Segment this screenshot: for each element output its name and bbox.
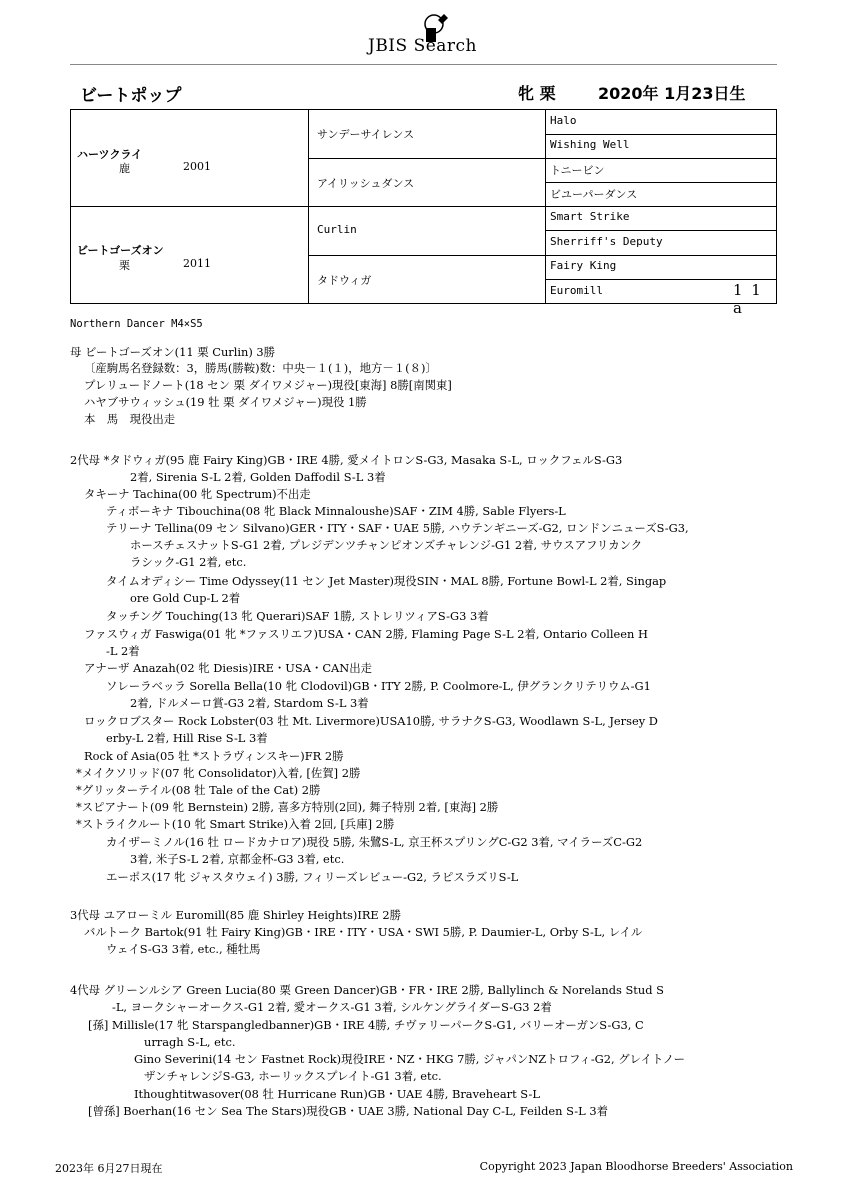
sibling-1: プレリュードノート(18 セン 栗 ダイワメジャー)現役[東海] 8勝[南関東] [84,378,452,392]
gino-severini-line-2: ザンチャレンジS-G3, ホーリックスプレイト-G1 3着, etc. [144,1069,442,1083]
gen3-3: トニービン [550,164,605,177]
kaiser-minoru-line: カイザーミノル(16 牡 ロードカナロア)現役 5勝, 朱鷺S-L, 京王杯スプリングC-G2 3着, マイラーズC-G2 [106,835,643,849]
gen3-8: Euromill [550,284,603,297]
glitter-tail-line: *グリッターテイル(08 牡 Tale of the Cat) 2勝 [76,783,321,797]
dam-line: 母 ビートゴーズオン(11 栗 Curlin) 3勝 [70,345,276,359]
sire-year: 2001 [183,160,211,173]
gen3-7: Fairy King [550,259,617,272]
self-line: 本 馬 現役出走 [84,412,176,426]
sire-dam: アイリッシュダンス [317,177,415,190]
sibling-2: ハヤブサウィッシュ(19 牡 栗 ダイワメジャー)現役 1勝 [84,395,367,409]
footer-date: 2023年 6月27日現在 [55,1162,163,1175]
gen3-5: Smart Strike [550,210,630,223]
tachina-line: タキーナ Tachina(00 牝 Spectrum)不出走 [84,487,311,501]
third-dam-line: 3代母 ユアローミル Euromill(85 鹿 Shirley Heights)IRE 2勝 [70,908,401,922]
make-solid-line: *メイクソリッド(07 牝 Consolidator)入着, [佐賀] 2勝 [76,766,361,780]
family-number: 1 1 a [733,281,763,317]
horse-name: ビートポップ [80,86,182,106]
second-dam-line: 2代母 *タドウィガ(95 鹿 Fairy King)GB・IRE 4勝, 愛メイトロンS-G3, Masaka S-L, ロックフェルS-G3 [70,453,623,467]
dam-sire: Curlin [317,223,357,236]
horse-sex-color: 牝 栗 [518,84,556,103]
tellina-line-3: ラシック-G1 2着, etc. [130,555,247,569]
gen3-2: Wishing Well [550,138,630,151]
millisle-line: [孫] Millisle(17 牝 Starspangledbanner)GB・IRE 4勝, チヴァリーパークS-G1, バリーオーガンS-G3, C [88,1018,644,1032]
dam-year: 2011 [183,257,211,270]
gen3-6: Sherriff's Deputy [550,235,663,248]
rock-lobster-line: ロックロブスター Rock Lobster(03 牡 Mt. Livermore)USA10勝, サラナクS-G3, Woodlawn S-L, Jersey D [84,714,658,728]
dam-dam: タドウィガ [317,274,372,287]
gen3-1: Halo [550,114,577,127]
dam-name: ビートゴーズオン [77,244,164,257]
rock-lobster-line-2: erby-L 2着, Hill Rise S-L 3着 [106,731,268,745]
sire-sire: サンデーサイレンス [317,128,415,141]
faswiga-line: ファスウィガ Faswiga(01 牝 *ファスリエフ)USA・CAN 2勝, Flaming Page S-L 2着, Ontario Colleen H [84,627,648,641]
gino-severini-line: Gino Severini(14 セン Fastnet Rock)現役IRE・NZ・HKG 7勝, ジャパンNZトロフィ-G2, グレイトノー [134,1052,686,1066]
strike-route-line: *ストライクルート(10 牝 Smart Strike)入着 2回, [兵庫] 2勝 [76,817,395,831]
tellina-line-2: ホースチェスナットS-G1 2着, プレジデンツチャンピオンズチャレンジ-G1 2着, サウスアフリカンク [130,538,643,552]
fourth-dam-line: 4代母 グリーンルシア Green Lucia(80 栗 Green Dancer)GB・FR・IRE 2勝, Ballylinch & Norelands Stud S [70,983,664,997]
time-odyssey-line-2: ore Gold Cup-L 2着 [130,591,241,605]
kaiser-minoru-line-2: 3着, 米子S-L 2着, 京都金杯-G3 3着, etc. [130,852,345,866]
sire-color: 鹿 [119,162,130,175]
ithoughtitwasover-line: Ithoughtitwasover(08 牡 Hurricane Run)GB・UAE 4勝, Braveheart S-L [134,1087,540,1101]
tibouchina-line: ティボーキナ Tibouchina(08 牝 Black Minnaloushe)SAF・ZIM 4勝, Sable Flyers-L [106,504,566,518]
footer-copyright: Copyright 2023 Japan Bloodhorse Breeders' Association [479,1160,793,1173]
tellina-line: テリーナ Tellina(09 セン Silvano)GER・ITY・SAF・UAE 5勝, ハウテンギニーズ-G2, ロンドンニューズS-G3, [106,521,689,535]
sorella-bella-line: ソレーラベッラ Sorella Bella(10 牝 Clodovil)GB・ITY 2勝, P. Coolmore-L, 伊グランクリテリウム-G1 [106,679,651,693]
second-dam-line-2: 2着, Sirenia S-L 2着, Golden Daffodil S-L 3着 [130,470,386,484]
time-odyssey-line: タイムオディシー Time Odyssey(11 セン Jet Master)現役SIN・MAL 8勝, Fortune Bowl-L 2着, Singap [106,574,667,588]
fourth-dam-line-2: -L, ヨークシャーオークス-G1 2着, 愛オークス-G1 3着, シルケングライダーS-G3 2着 [112,1000,552,1014]
logo-text: JBIS Search [368,36,478,56]
rock-of-asia-line: Rock of Asia(05 牡 *ストラヴィンスキー)FR 2勝 [84,749,344,763]
sire-name: ハーツクライ [77,148,143,161]
bartok-line: バルトーク Bartok(91 牡 Fairy King)GB・IRE・ITY・USA・SWI 5勝, P. Daumier-L, Orby S-L, レイル [84,925,643,939]
horse-birth-date: 2020年 1月23日生 [598,84,746,103]
faswiga-line-2: -L 2着 [106,644,140,658]
pedigree-table [70,109,777,317]
spianato-line: *スピアナート(09 牝 Bernstein) 2勝, 喜多方特別(2回), 舞子特別 2着, [東海] 2勝 [76,800,499,814]
anazah-line: アナーザ Anazah(02 牝 Diesis)IRE・USA・CAN出走 [84,661,373,675]
epos-line: エーポス(17 牝 ジャスタウェイ) 3勝, フィリーズレビュー-G2, ラピスラズリS-L [106,870,519,884]
boerhan-line: [曾孫] Boerhan(16 セン Sea The Stars)現役GB・UAE 3勝, National Day C-L, Feilden S-L 3着 [88,1104,608,1118]
millisle-line-2: urragh S-L, etc. [144,1035,236,1049]
bartok-line-2: ウェイS-G3 3着, etc., 種牡馬 [106,942,261,956]
jbis-logo [368,10,498,60]
dam-produce-summary: 〔産駒馬名登録数：3，勝馬(勝鞍)数：中央－１(１)，地方－１(８)〕 [84,361,437,375]
touching-line: タッチング Touching(13 牝 Querari)SAF 1勝, ストレリツィアS-G3 3着 [106,609,489,623]
inbreeding-note: Northern Dancer M4×S5 [70,318,203,330]
sorella-bella-line-2: 2着, ドルメーロ賞-G3 2着, Stardom S-L 3着 [130,696,369,710]
header-divider [70,64,777,65]
dam-color: 栗 [119,259,130,272]
gen3-4: ビユーパーダンス [550,188,638,201]
